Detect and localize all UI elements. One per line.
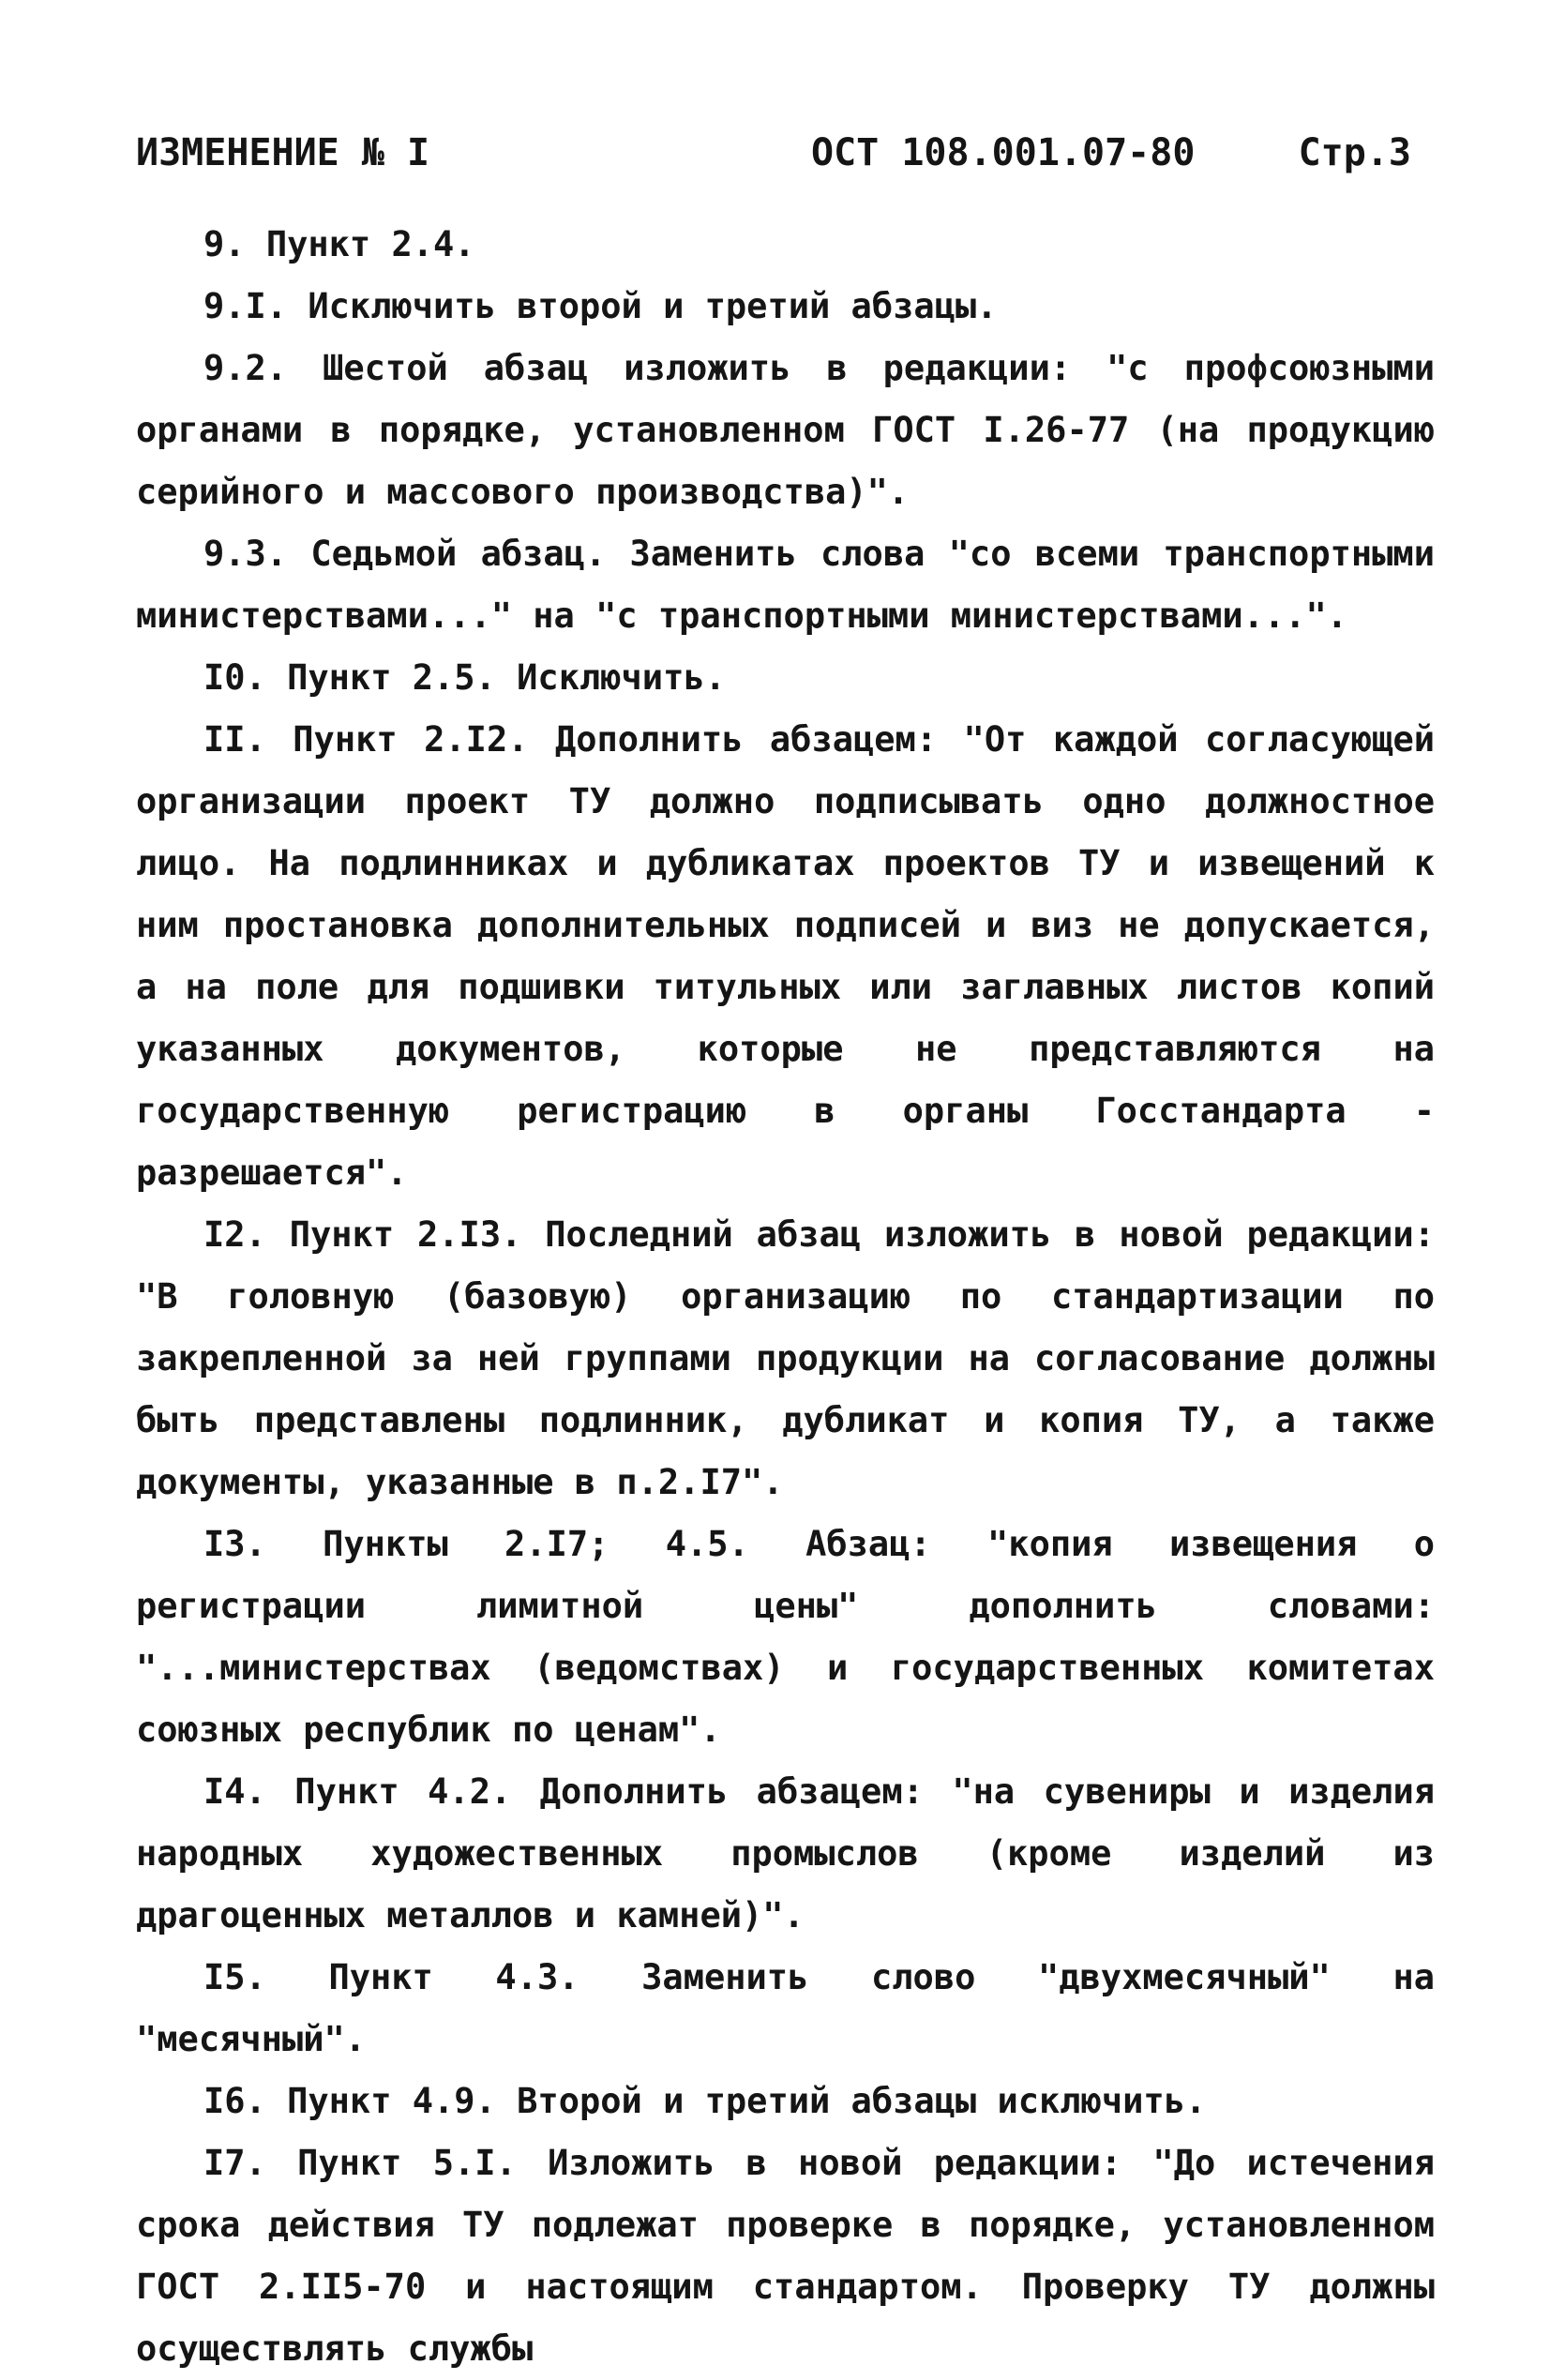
change-number: ИЗМЕНЕНИЕ № I: [136, 131, 430, 174]
paragraph-item-9: 9. Пункт 2.4.: [203, 224, 475, 264]
paragraph-item-11: II. Пункт 2.I2. Дополнить абзацем: "От каждой согласующей организации проект ТУ должно подписывать одно должностное лицо. На подлинниках и дубликатах проектов ТУ и извещений к ним простановка дополнительных подписей и виз не допускается, а на поле для подшивки титульных или заглавных листов копий указанных документов, которые не представляются на государственную регистрацию в органы Госстандарта - разрешается".: [136, 719, 1435, 1193]
page-header: [136, 131, 1411, 188]
paragraph-item-17: I7. Пункт 5.I. Изложить в новой редакции: "До истечения срока действия ТУ подлежат проверке в порядке, установленном ГОСТ 2.II5-70 и настоящим стандартом. Проверку ТУ должны осуществлять службы: [136, 2143, 1435, 2369]
page-number: Стр.3: [1298, 131, 1411, 174]
paragraph-item-12: I2. Пункт 2.I3. Последний абзац изложить в новой редакции: "В головную (базовую) организацию по стандартизации по закрепленной за ней группами продукции на согласование должны быть представлены подлинник, дубликат и копия ТУ, а также документы, указанные в п.2.I7".: [136, 1214, 1435, 1502]
standard-number: ОСТ 108.001.07-80: [811, 131, 1196, 174]
paragraph-item-9-1: 9.I. Исключить второй и третий абзацы.: [203, 286, 998, 326]
paragraph-item-9-3: 9.3. Седьмой абзац. Заменить слова "со всеми транспортными министерствами..." на "с транспортными министерствами...".: [136, 534, 1435, 636]
document-body: [136, 214, 1435, 2380]
paragraph-item-13: I3. Пункты 2.I7; 4.5. Абзац: "копия извещения о регистрации лимитной цены" дополнить словами: "...министерствах (ведомствах) и государственных комитетах союзных республик по ценам".: [136, 1524, 1435, 1750]
paragraph-item-10: I0. Пункт 2.5. Исключить.: [203, 657, 726, 698]
paragraph-item-16: I6. Пункт 4.9. Второй и третий абзацы исключить.: [203, 2081, 1207, 2121]
paragraph-item-9-2: 9.2. Шестой абзац изложить в редакции: "с профсоюзными органами в порядке, установленном ГОСТ I.26-77 (на продукцию серийного и массового производства)".: [136, 348, 1435, 512]
paragraph-item-15: I5. Пункт 4.3. Заменить слово "двухмесячный" на "месячный".: [136, 1957, 1435, 2059]
paragraph-item-14: I4. Пункт 4.2. Дополнить абзацем: "на сувениры и изделия народных художественных промыслов (кроме изделий из драгоценных металлов и камней)".: [136, 1771, 1435, 1936]
